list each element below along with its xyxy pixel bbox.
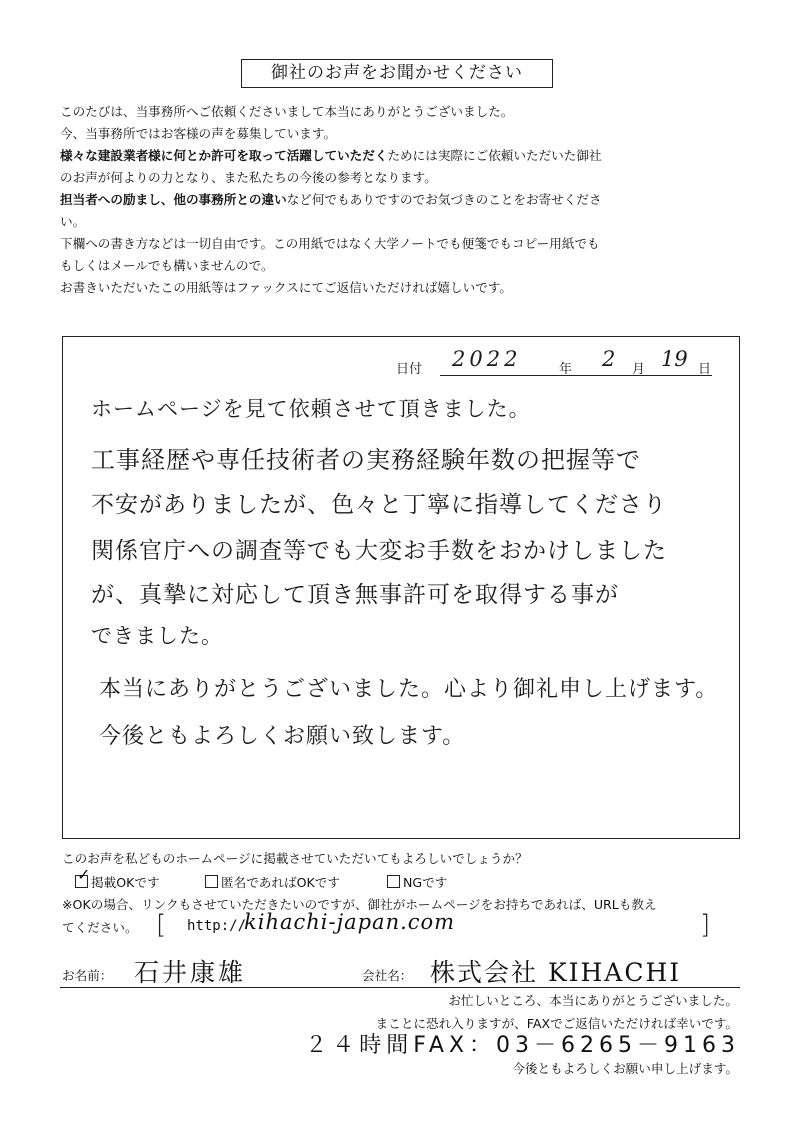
- option-label: 匿名であればOKです: [221, 875, 340, 890]
- date-month-unit: 月: [632, 362, 646, 377]
- date-month: 2: [602, 347, 616, 371]
- handwritten-line: が、真摯に対応して頂き無事許可を取得する事が: [91, 582, 619, 608]
- intro-line: い。: [60, 214, 86, 229]
- checkbox-ng[interactable]: [387, 875, 400, 888]
- handwritten-line: できました。: [91, 624, 223, 648]
- checkmark-icon: ✓: [77, 865, 91, 884]
- thanks-text: お忙しいところ、本当にありがとうございました。: [448, 993, 738, 1008]
- intro-line-rest: ためには実際にご依頼いただいた御社: [387, 148, 602, 163]
- intro-line: もしくはメールでも構いませんので。: [60, 258, 274, 273]
- company-label: 会社名：: [362, 968, 413, 983]
- handwritten-line: 本当にありがとうございました。心より御礼申し上げます。: [99, 677, 719, 702]
- form-title: 御社のお声をお聞かせください: [241, 59, 553, 88]
- name-label: お名前：: [62, 968, 113, 983]
- option-anonymous-ok[interactable]: [205, 872, 340, 891]
- intro-line: [60, 189, 750, 211]
- intro-text: [60, 101, 750, 299]
- intro-line: 今、当事務所ではお客様の声を募集しています。: [60, 126, 337, 141]
- intro-line: [60, 145, 750, 167]
- handwritten-line: 不安がありましたが、色々と丁寧に指導してくださり: [91, 492, 667, 518]
- date-year-unit: 年: [559, 362, 573, 377]
- name-field-value[interactable]: 石井康雄: [134, 958, 247, 987]
- publish-options: [75, 865, 675, 892]
- fax-request-text: まことに恐れ入りますが、FAXでご返信いただければ幸いです。: [375, 1016, 738, 1031]
- handwritten-comment-box: [62, 336, 740, 839]
- intro-line: のお声が何よりの力となり、また私たちの今後の参考となります。: [60, 170, 437, 185]
- date-label: 日付: [396, 362, 423, 377]
- intro-line: 下欄への書き方などは一切自由です。この用紙ではなく大学ノートでも便箋でもコピー用紙でも: [60, 236, 600, 251]
- date-field: [396, 345, 716, 379]
- option-label: 掲載OKです: [91, 875, 160, 890]
- closing-text: 今後ともよろしくお願い申し上げます。: [512, 1061, 738, 1076]
- intro-line: このたびは、当事務所へご依頼くださいまして本当にありがとうございました。: [60, 104, 514, 119]
- name-company-row: [60, 951, 740, 988]
- url-request-note: ※OKの場合、リンクもさせていただきたいのですが、御社がホームページをお持ちであれば、URLも教え: [62, 897, 657, 912]
- date-underline: [440, 375, 712, 376]
- date-day: 19: [661, 347, 688, 371]
- url-bracket-open: [: [156, 910, 167, 940]
- intro-line-rest: など何でもありですのでお気づきのことをお寄せくださ: [286, 192, 602, 207]
- url-request-note-cont: てください。: [62, 920, 138, 935]
- intro-emphasis: 担当者への励まし、他の事務所との違い: [60, 192, 287, 207]
- url-field-value[interactable]: kihachi-japan.com: [244, 910, 456, 934]
- company-field-value[interactable]: 株式会社 KIHACHI: [430, 958, 682, 987]
- checkbox-anonymous-ok[interactable]: [205, 875, 218, 888]
- fax-number: ２４時間FAX：03－6265－9163: [305, 1033, 740, 1058]
- publish-permission-question: このお声を私どものホームページに掲載させていただいてもよろしいでしょうか？: [62, 851, 528, 866]
- option-label: NGです: [403, 875, 448, 890]
- url-prefix: http://: [187, 918, 247, 934]
- url-bracket-close: ]: [700, 910, 711, 940]
- handwritten-line: 関係官庁への調査等でも大変お手数をおかけしました: [91, 538, 667, 564]
- date-year: 2022: [452, 347, 522, 371]
- handwritten-line: ホームページを見て依頼させて頂きました。: [91, 397, 531, 421]
- option-ng[interactable]: [387, 872, 447, 891]
- date-day-unit: 日: [698, 362, 712, 377]
- intro-emphasis: 様々な建設業者様に何とか許可を取って活躍していただく: [60, 148, 388, 163]
- intro-line: お書きいただいたこの用紙等はファックスにてご返信いただければ嬉しいです。: [60, 280, 512, 295]
- option-publish-ok[interactable]: [75, 865, 160, 891]
- checkbox-publish-ok[interactable]: [75, 865, 91, 888]
- handwritten-line: 今後ともよろしくお願い致します。: [99, 724, 466, 749]
- handwritten-line: 工事経歴や専任技術者の実務経験年数の把握等で: [91, 446, 641, 474]
